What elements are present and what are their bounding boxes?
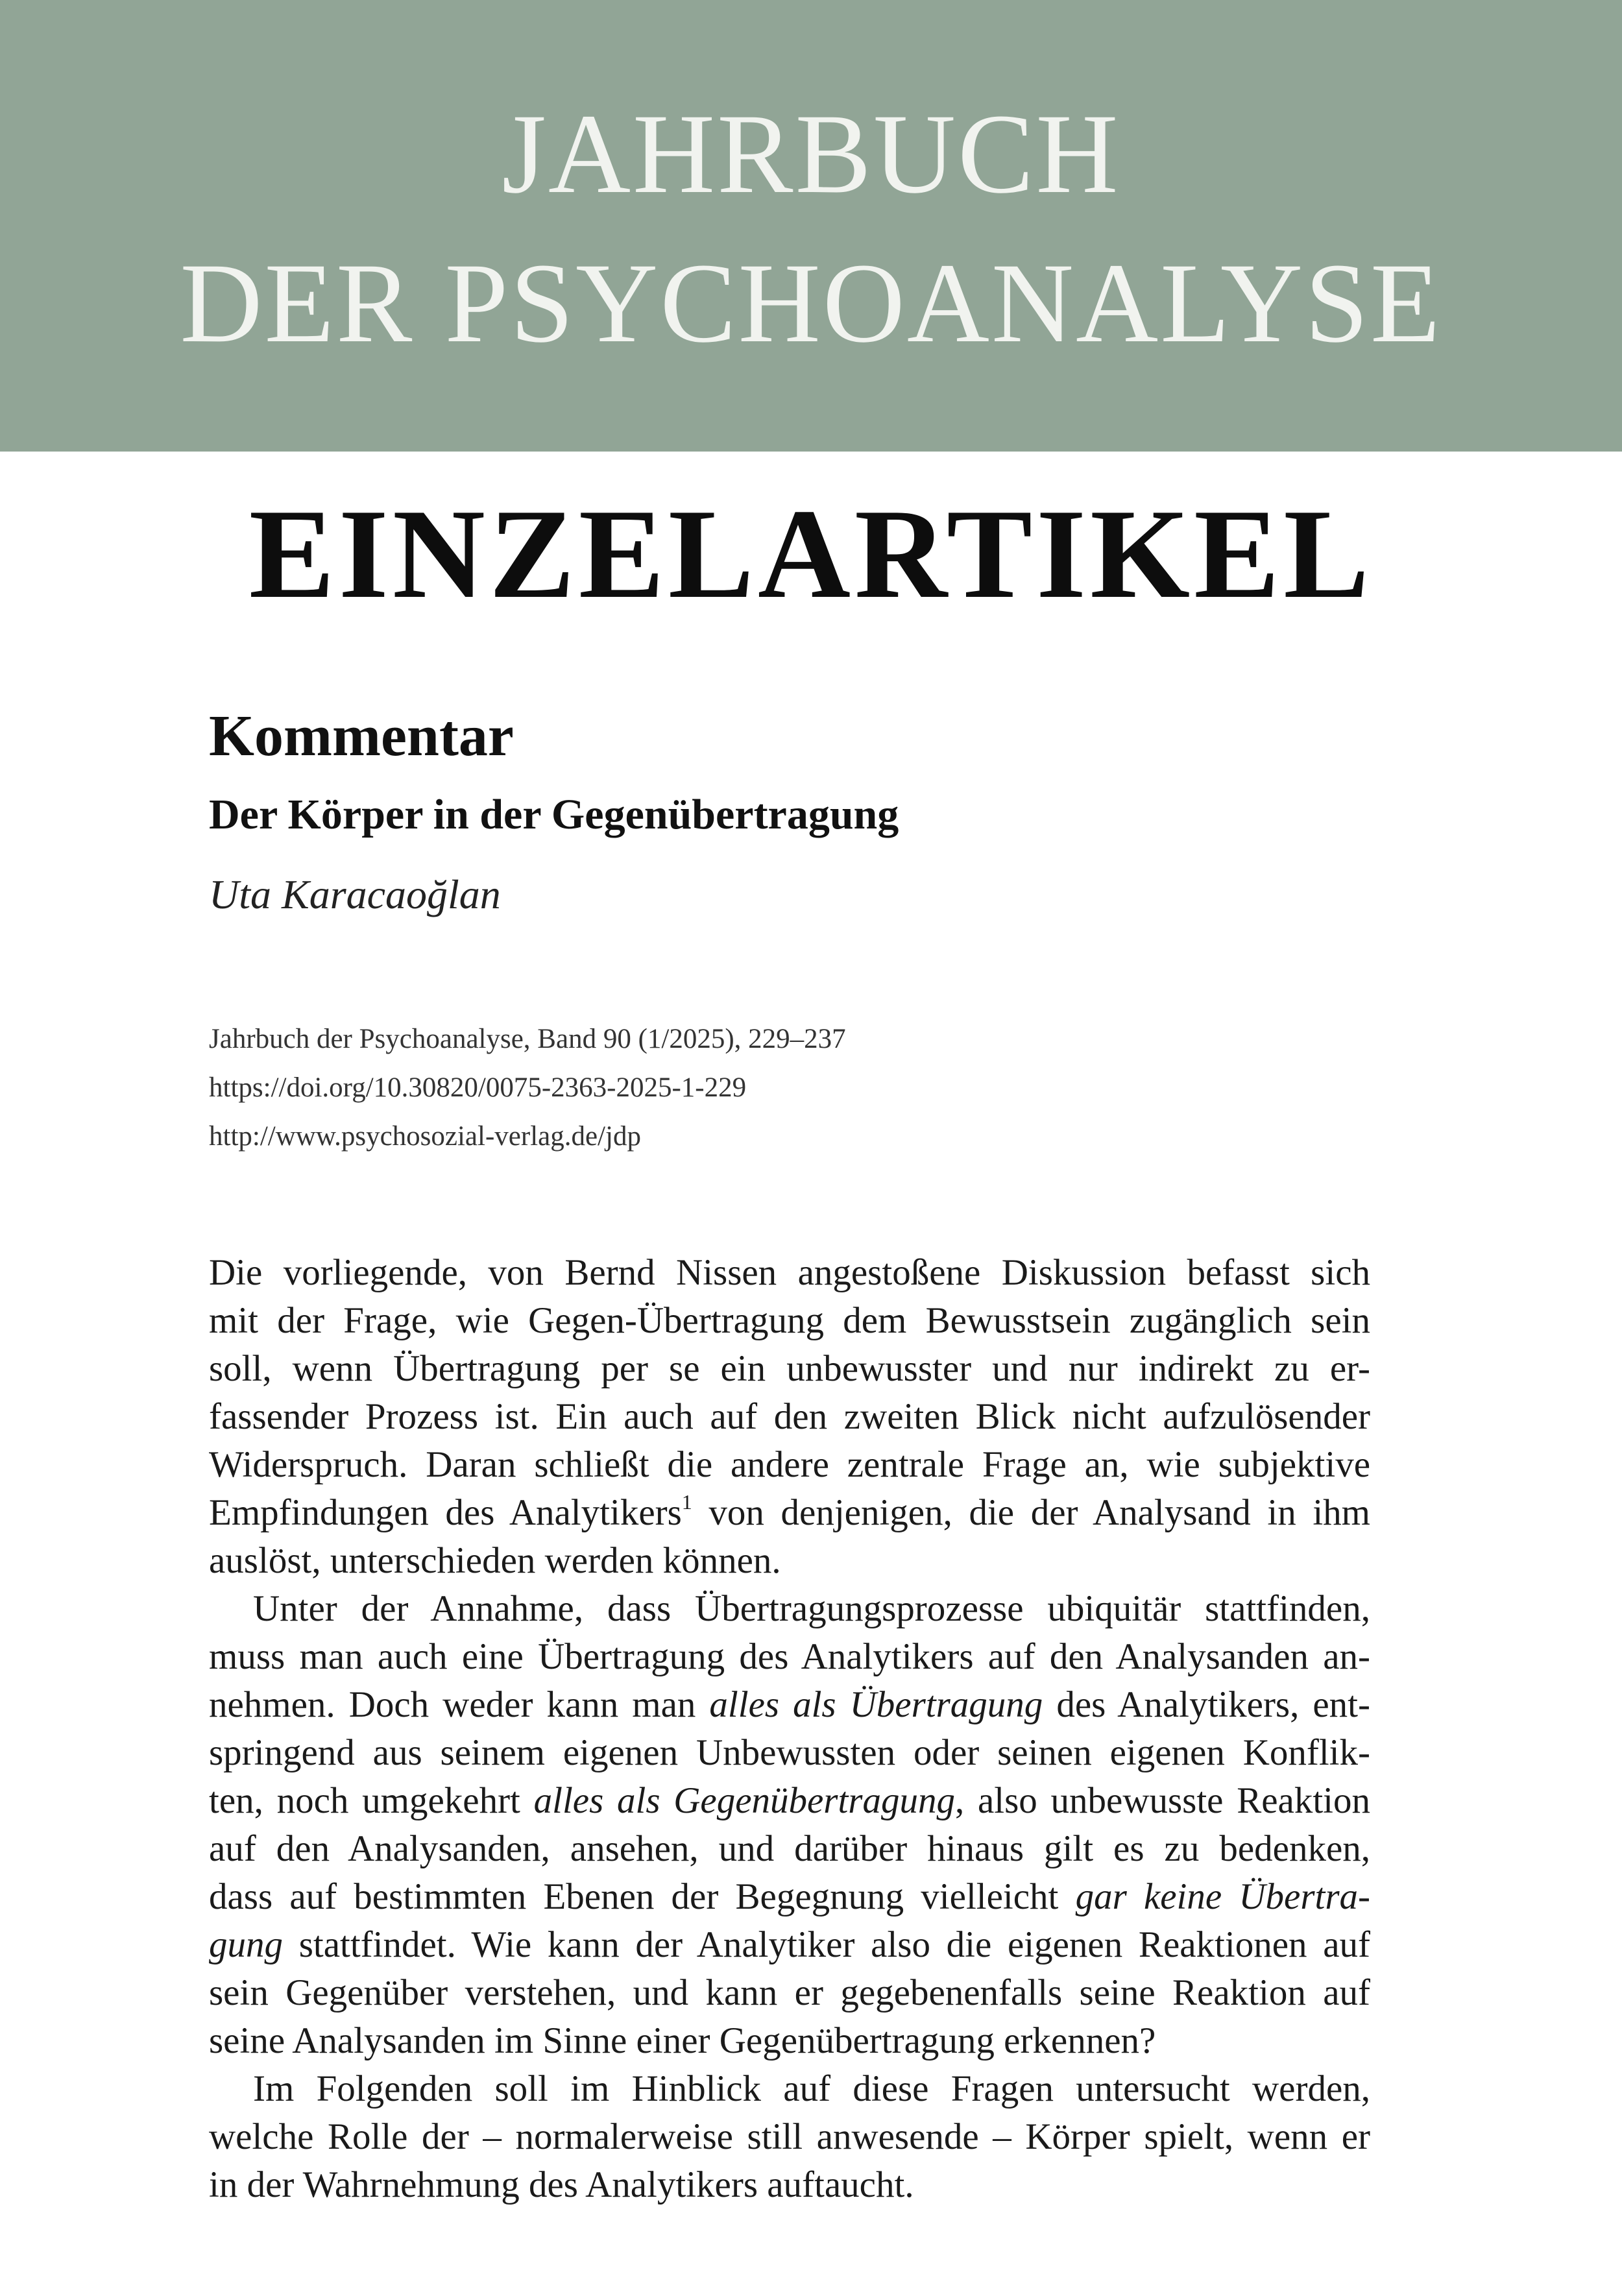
- journal-title-line-2: DER PSYCHOANALYSE: [180, 240, 1442, 367]
- text-line: springend aus seinem eigenen Unbewussten oder seinen eigenen Konflik-: [209, 1732, 1370, 1773]
- document-type-label: EINZELARTIKEL: [248, 483, 1374, 625]
- text-line: Unter der Annahme, dass Übertragungsprozesse ubiquitär stattfinden,: [253, 1588, 1370, 1629]
- text-segment: stattfindet. Wie kann der Analytiker also die eigenen Reaktionen auf: [283, 1924, 1370, 1965]
- text-line: mit der Frage, wie Gegen-Übertragung dem Bewusstsein zugänglich sein: [209, 1300, 1370, 1341]
- article-title: Der Körper in der Gegenübertragung: [209, 791, 899, 838]
- emphasis-text: alles als Gegenübertragung: [533, 1780, 955, 1821]
- doi-link[interactable]: https://doi.org/10.30820/0075-2363-2025-1-229: [209, 1072, 747, 1103]
- citation-text: Jahrbuch der Psychoanalyse, Band 90 (1/2025), 229–237: [209, 1024, 846, 1054]
- emphasis-text: gung: [209, 1924, 283, 1965]
- text-line: seine Analysanden im Sinne einer Gegenübertragung erkennen?: [209, 2020, 1156, 2061]
- paragraph-1: [209, 1249, 1370, 1585]
- paragraph-2: [209, 1585, 1370, 2065]
- text-segment: von denjenigen, die der Analysand in ihm: [692, 1492, 1370, 1533]
- journal-title-line-1: JAHRBUCH: [502, 91, 1120, 217]
- text-line: fassender Prozess ist. Ein auch auf den zweiten Blick nicht aufzulösender: [209, 1396, 1370, 1437]
- text-line: in der Wahrnehmung des Analytikers auftaucht.: [209, 2164, 914, 2205]
- text-line: auf den Analysanden, ansehen, und darüber hinaus gilt es zu bedenken,: [209, 1828, 1370, 1869]
- text-line: sein Gegenüber verstehen, und kann er gegebenenfalls seine Reaktion auf: [209, 1972, 1370, 2013]
- publisher-url-link[interactable]: http://www.psychosozial-verlag.de/jdp: [209, 1121, 641, 1152]
- text-line: [209, 1921, 1370, 1969]
- emphasis-text: alles als Übertragung: [709, 1684, 1043, 1725]
- text-line: [209, 1873, 1370, 1921]
- text-segment: , also unbewusste Reaktion: [955, 1780, 1370, 1821]
- text-line: welche Rolle der – normalerweise still anwesende – Körper spielt, wenn er: [209, 2116, 1370, 2157]
- text-segment: dass auf bestimmten Ebenen der Begegnung vielleicht: [209, 1876, 1076, 1917]
- text-line: auslöst, unterschieden werden können.: [209, 1540, 781, 1581]
- text-segment: nehmen. Doch weder kann man: [209, 1684, 710, 1725]
- text-line: muss man auch eine Übertragung des Analytikers auf den Analysanden an-: [209, 1636, 1370, 1677]
- text-line: Widerspruch. Daran schließt die andere zentrale Frage an, wie subjektive: [209, 1444, 1370, 1485]
- text-line: [209, 1681, 1370, 1729]
- paragraph-3: [209, 2065, 1370, 2209]
- text-line: Im Folgenden soll im Hinblick auf diese Fragen untersucht werden,: [253, 2068, 1370, 2109]
- journal-banner: [0, 0, 1622, 452]
- text-line: [209, 1777, 1370, 1825]
- emphasis-text: gar keine Übertra-: [1075, 1876, 1371, 1917]
- text-segment: des Analytikers, ent-: [1043, 1684, 1370, 1725]
- article-author: Uta Karacaoğlan: [209, 871, 501, 917]
- text-line: soll, wenn Übertragung per se ein unbewusster und nur indirekt zu er-: [209, 1348, 1370, 1389]
- article-kind: Kommentar: [209, 704, 514, 768]
- text-line: Die vorliegende, von Bernd Nissen angestoßene Diskussion befasst sich: [209, 1252, 1370, 1293]
- footnote-marker[interactable]: 1: [681, 1490, 692, 1514]
- article-body: [209, 1249, 1370, 2209]
- text-segment: Empfindungen des Analytikers: [209, 1492, 682, 1533]
- text-line-with-footnote: [209, 1489, 1370, 1537]
- text-segment: ten, noch umgekehrt: [209, 1780, 534, 1821]
